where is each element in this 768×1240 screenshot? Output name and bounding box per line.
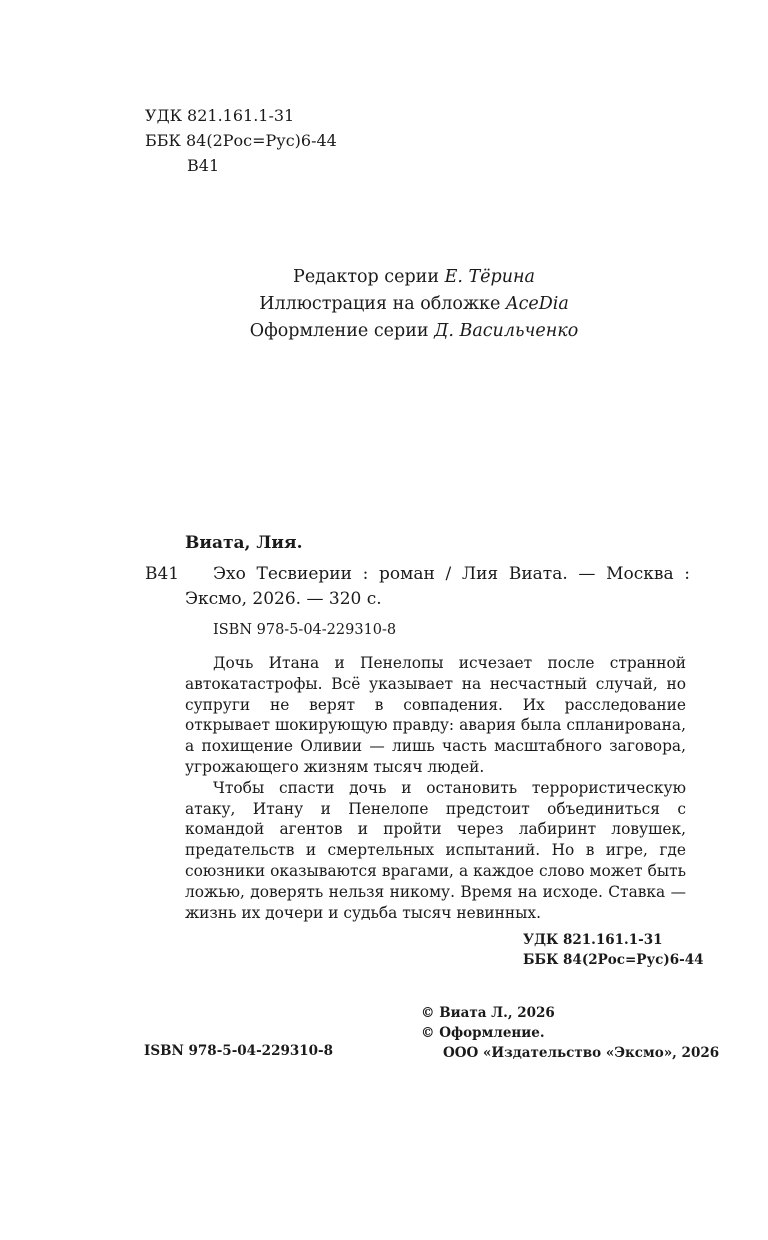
bottom-classification-codes <box>523 930 704 970</box>
bibliographic-description <box>185 562 690 612</box>
catalog-isbn: ISBN 978-5-04-229310-8 <box>213 622 397 638</box>
credit-role: Иллюстрация на обложке <box>259 294 501 314</box>
credit-editor <box>0 264 768 291</box>
copyright-design: © Оформление. <box>421 1025 545 1041</box>
annotation-paragraph: Дочь Итана и Пенелопы исчезает после странной автокатастрофы. Всё указывает на несчастный случай, но супруги не верят в совпадения. Их расследование открывает шокирующую правду: авария была спланирована, а похищение Оливии — лишь часть масштабного заговора, угрожающего жизням тысяч людей. <box>185 654 686 776</box>
copyright-block <box>421 1003 719 1063</box>
annotation-paragraph: Чтобы спасти дочь и остановить террористическую атаку, Итану и Пенелопе предстоит объединиться с командой агентов и пройти через лабиринт ловушек, предательств и смертельных испытаний. Но в игре, где союзники оказываются врагами, а каждое слово может быть ложью, доверять нельзя никому. Время на исходе. Ставка — жизнь их дочери и судьба тысяч невинных. <box>185 778 686 922</box>
author-heading: Виата, Лия. <box>185 533 303 553</box>
bottom-bbk: ББК 84(2Рос=Рус)6-44 <box>523 952 704 968</box>
annotation <box>185 653 686 923</box>
credit-design <box>0 318 768 345</box>
copyright-author: © Виата Л., 2026 <box>421 1005 555 1021</box>
series-credits <box>0 264 768 345</box>
credit-role: Оформление серии <box>249 321 429 341</box>
classification-codes <box>145 103 337 178</box>
bbk-code: ББК 84(2Рос=Рус)6-44 <box>145 131 337 150</box>
credit-name: Д. Васильченко <box>434 321 579 341</box>
bottom-udk: УДК 821.161.1-31 <box>523 932 663 948</box>
credit-illustration <box>0 291 768 318</box>
udk-code: УДК 821.161.1-31 <box>145 106 295 125</box>
credit-name: Е. Тёрина <box>444 267 535 287</box>
bib-text: Эхо Тесвиерии : роман / Лия Виата. — Москва : Эксмо, 2026. — 320 с. <box>185 564 690 609</box>
credit-role: Редактор серии <box>293 267 439 287</box>
credit-name: AceDia <box>505 294 569 314</box>
author-sign: В41 <box>187 156 220 175</box>
copyright-publisher: ООО «Издательство «Эксмо», 2026 <box>443 1045 720 1061</box>
catalog-author-sign: В41 <box>145 564 180 584</box>
isbn-bottom: ISBN 978-5-04-229310-8 <box>144 1043 334 1059</box>
